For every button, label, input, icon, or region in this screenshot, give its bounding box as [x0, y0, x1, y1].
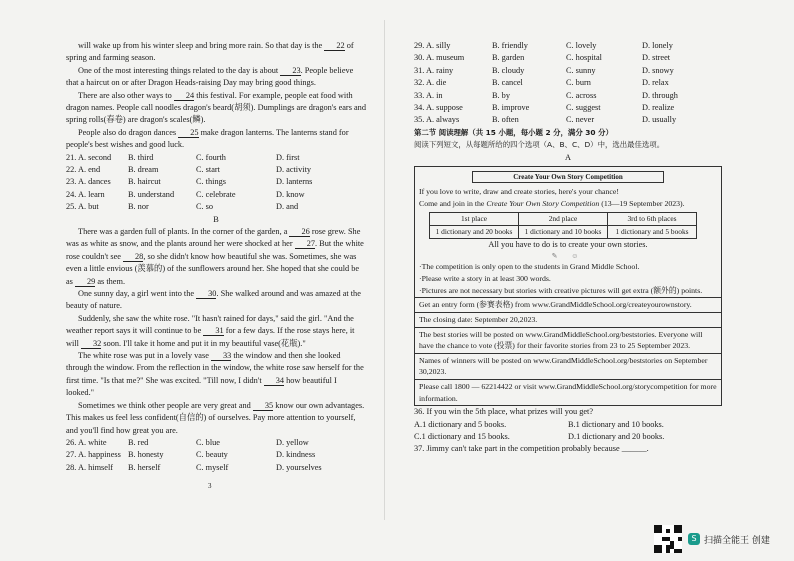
- page-number: 3: [208, 482, 212, 490]
- poster-task: All you have to do is to create your own stories.: [488, 239, 648, 249]
- option: D. know: [276, 189, 305, 199]
- option: 32. A. die: [414, 78, 447, 88]
- text-run: how beautiful I looked.": [66, 375, 337, 398]
- blank-number: 25: [178, 128, 198, 138]
- text-run: Sometimes we think other people are very great and: [78, 400, 253, 410]
- option: C. myself: [196, 462, 229, 472]
- prize-reward: 1 dictionary and 20 books: [430, 225, 519, 238]
- option-row: [414, 419, 722, 431]
- option: C. so: [196, 202, 214, 212]
- paragraph: [66, 127, 366, 152]
- option: B. understand: [128, 189, 175, 199]
- option: C. celebrate: [196, 189, 236, 199]
- option: D. usually: [642, 115, 677, 125]
- blank-number: 27: [295, 239, 315, 249]
- blank-number: 31: [203, 326, 223, 336]
- option: B. cloudy: [492, 65, 525, 75]
- option-row: [414, 52, 722, 64]
- option-row: [66, 176, 366, 188]
- option: 25. A. but: [66, 202, 99, 212]
- option: 26. A. white: [66, 437, 107, 447]
- poster-rule: ·Please write a story in at least 300 words.: [419, 274, 551, 284]
- qr-code-icon: [654, 525, 682, 553]
- poster-title: Create Your Own Story Competition: [472, 171, 664, 183]
- option: C. sunny: [566, 65, 596, 75]
- text-run: rose grew. She was as white as snow, and the plants around her were shocked at her: [66, 227, 361, 249]
- text-run: will wake up from his winter sleep and bring more rain. So that day is the: [78, 41, 325, 50]
- paragraph: [66, 288, 366, 313]
- text-run: , so she didn't know how beautiful she was. Sometimes, she was even a little envious (羡慕的) of the sunflowers around her. She hoped that she could be as: [66, 251, 360, 286]
- paragraph: [66, 400, 366, 437]
- text-run: of spring and farming season.: [66, 41, 354, 63]
- option: B. dream: [128, 165, 159, 175]
- paragraph: [66, 313, 366, 350]
- competition-poster: [414, 166, 722, 406]
- text-run: this festival. For example, people eat food with dragon names. People call noodles dragon's beard(胡须). Dumplings are dragon's ears and spring rolls(春卷) are dragon's scales(鳞).: [66, 90, 366, 125]
- option: D. and: [276, 202, 299, 212]
- option: D. snowy: [642, 65, 674, 75]
- text-run: soon. I'll take it home and put it in my beautiful vase(花瓶).": [101, 338, 306, 348]
- section-heading: 第二节 阅读理解（共 15 小题，每小题 2 分，满分 30 分）: [414, 127, 613, 137]
- scanner-watermark: [654, 525, 770, 553]
- blank-number: 26: [289, 227, 309, 237]
- poster-intro: If you love to write, draw and create stories, here's your chance!: [419, 186, 619, 196]
- option: B.1 dictionary and 10 books.: [568, 419, 664, 429]
- option-row: [414, 431, 722, 443]
- paragraph: [66, 65, 366, 90]
- cs-logo-icon: S: [688, 533, 700, 545]
- option: D. activity: [276, 165, 312, 175]
- option: D. lonely: [642, 41, 673, 50]
- blank-number: 23: [280, 66, 300, 76]
- passage-label: B: [213, 214, 219, 224]
- text-run: for a few days. If the rose stays here, it will: [66, 326, 355, 348]
- option: B. friendly: [492, 41, 528, 50]
- text-run: know our own advantages. This makes us feel less confident(自信的) of ourselves. Pay more attention to yourself, and you'll find how great you are.: [66, 400, 365, 435]
- option: C. across: [566, 90, 597, 100]
- question-37: 37. Jimmy can't take part in the competition probably because ______.: [414, 444, 649, 454]
- option: D. yellow: [276, 437, 309, 447]
- option-row: [414, 114, 722, 126]
- prize-place: 1st place: [430, 212, 519, 225]
- paragraph: [66, 90, 366, 127]
- option: D. relax: [642, 78, 669, 88]
- option: C. beauty: [196, 450, 228, 460]
- option: B. honesty: [128, 450, 164, 460]
- option: 34. A. suppose: [414, 102, 463, 112]
- option: D. kindness: [276, 450, 316, 460]
- text-run: People also do dragon dances: [78, 127, 179, 137]
- option: 27. A. happiness: [66, 450, 121, 460]
- option: B. garden: [492, 53, 525, 63]
- blank-number: 34: [264, 376, 284, 386]
- poster-join: [415, 198, 721, 210]
- section-instruction: 阅读下列短文，从每题所给的四个选项（A、B、C、D）中，选出最佳选项。: [414, 140, 665, 150]
- option: 31. A. rainy: [414, 65, 454, 75]
- text-run: Come and join in the: [419, 198, 487, 208]
- text-run: the window and then she looked through the window. From the reflection in the window, the white rose saw herself for the first time. "Is that me?" She was excited. "Till now, I didn't: [66, 351, 364, 385]
- option: C. never: [566, 115, 595, 125]
- option: D. realize: [642, 102, 675, 112]
- option: A.1 dictionary and 5 books.: [414, 419, 507, 429]
- option: C. lovely: [566, 41, 597, 50]
- option: D. yourselves: [276, 462, 322, 472]
- option-row: [66, 449, 366, 461]
- text-run: The white rose was put in a lovely vase: [78, 351, 211, 361]
- passage-label: A: [565, 152, 571, 162]
- poster-rule: ·Pictures are not necessary but stories with creative pictures will get extra (额外的) points.: [419, 286, 703, 296]
- text-run: . She walked around and was amazed at the beauty of nature.: [66, 289, 361, 311]
- text-run: (13—19 September 2023).: [599, 198, 685, 208]
- option-row: [414, 102, 722, 114]
- option-row: [66, 189, 366, 201]
- option: C. hospital: [566, 53, 602, 63]
- blank-number: 28: [123, 252, 143, 262]
- poster-info: The best stories will be posted on www.GrandMiddleSchool.org/beststories. Everyone will have the chance to vote (投票) for their favorite stories from 23 to 25 September 2023.: [415, 327, 721, 353]
- page-fold: [384, 20, 385, 520]
- prize-place: 2nd place: [519, 212, 608, 225]
- prize-reward: 1 dictionary and 10 books: [519, 225, 608, 238]
- option-row: [414, 40, 722, 52]
- option: C. blue: [196, 437, 220, 447]
- option: 23. A. dances: [66, 177, 111, 187]
- option: D.1 dictionary and 20 books.: [568, 431, 665, 441]
- doodle-icon: ✎ ☺: [551, 252, 585, 261]
- poster-info: The closing date: September 20,2023.: [415, 312, 721, 327]
- blank-number: 32: [81, 339, 101, 349]
- paragraph: [66, 226, 366, 288]
- text-run: Suddenly, she saw the white rose. "It hasn't rained for days," said the girl. "And the weather report says it will continue to be: [66, 313, 354, 336]
- option: 30. A. museum: [414, 53, 465, 63]
- text-run: There are also other ways to: [78, 90, 174, 100]
- option-row: [66, 462, 366, 474]
- text-run: . People believe that a haircut on or after Dragon Heads-raising Day may bring good things.: [66, 65, 354, 88]
- blank-number: 24: [174, 91, 194, 101]
- poster-rule: ·The competition is only open to the students in Grand Middle School.: [419, 262, 640, 272]
- option: 24. A. learn: [66, 189, 105, 199]
- option-row: [66, 201, 366, 213]
- option: C. things: [196, 177, 226, 187]
- option: B. herself: [128, 462, 161, 472]
- option: D. lanterns: [276, 177, 313, 187]
- option-row: [66, 437, 366, 449]
- prize-place: 3rd to 6th places: [608, 212, 697, 225]
- option: C.1 dictionary and 15 books.: [414, 431, 510, 441]
- text-run: There was a garden full of plants. In the corner of the garden, a: [78, 227, 290, 237]
- blank-number: 29: [75, 277, 95, 287]
- poster-info: Names of winners will be posted on www.GrandMiddleSchool.org/beststories on September 30,2023.: [415, 353, 721, 379]
- option: D. street: [642, 53, 671, 63]
- option: D. through: [642, 90, 678, 100]
- option-row: [66, 152, 366, 164]
- text-run: as them.: [95, 276, 126, 286]
- blank-number: 30: [196, 289, 216, 299]
- poster-info: Please call 1800 — 62214422 or visit www.GrandMiddleSchool.org/storycompetition for more information.: [415, 379, 721, 405]
- option: B. red: [128, 437, 149, 447]
- prize-table: [429, 212, 697, 239]
- option: B. often: [492, 115, 519, 125]
- brand-text: 扫描全能王 创建: [704, 535, 770, 546]
- question-36: 36. If you win the 5th place, what prizes will you get?: [414, 407, 594, 417]
- blank-number: 35: [253, 401, 273, 411]
- blank-number: 22: [324, 41, 344, 51]
- option: 28. A. himself: [66, 462, 114, 472]
- option: B. nor: [128, 202, 149, 212]
- option: B. improve: [492, 102, 530, 112]
- option: 35. A. always: [414, 115, 460, 125]
- text-run: make dragon lanterns. The lanterns stand for people's best wishes and good luck.: [66, 127, 349, 150]
- text-run: . But the white rose couldn't see: [66, 239, 364, 261]
- option-row: [66, 164, 366, 176]
- left-column: [66, 40, 366, 474]
- option: D. first: [276, 152, 300, 162]
- prize-reward: 1 dictionary and 5 books: [608, 225, 697, 238]
- text-run: One sunny day, a girl went into the: [78, 289, 197, 299]
- poster-info: Get an entry form (参赛表格) from www.GrandMiddleSchool.org/createyourownstory.: [415, 297, 721, 312]
- option: C. burn: [566, 78, 591, 88]
- blank-number: 33: [211, 351, 231, 361]
- paragraph: [66, 40, 366, 65]
- option: 33. A. in: [414, 90, 443, 100]
- right-column: [414, 40, 722, 456]
- competition-name: Create Your Own Story Competition: [486, 198, 600, 208]
- option: B. third: [128, 152, 154, 162]
- option: C. start: [196, 165, 220, 175]
- option: 21. A. second: [66, 152, 112, 162]
- option: B. haircut: [128, 177, 161, 187]
- option-row: [414, 77, 722, 89]
- text-run: One of the most interesting things related to the day is about: [78, 65, 281, 75]
- paragraph: [66, 350, 366, 400]
- option: B. cancel: [492, 78, 523, 88]
- option-row: [414, 65, 722, 77]
- option: B. by: [492, 90, 510, 100]
- option: 22. A. end: [66, 165, 101, 175]
- option-row: [414, 90, 722, 102]
- option: C. fourth: [196, 152, 226, 162]
- option: C. suggest: [566, 102, 601, 112]
- option: 29. A. silly: [414, 41, 451, 50]
